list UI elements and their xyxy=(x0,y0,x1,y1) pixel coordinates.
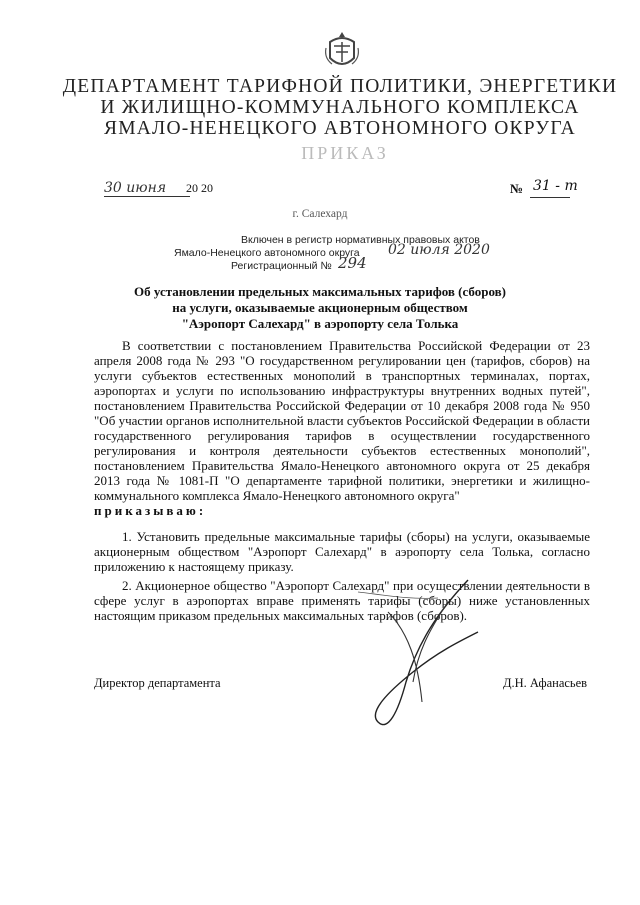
department-name-line1: ДЕПАРТАМЕНТ ТАРИФНОЙ ПОЛИТИКИ, ЭНЕРГЕТИКИ xyxy=(62,76,618,97)
order-number-handwritten: 31 - т xyxy=(533,178,578,194)
registration-date-handwritten: 02 июля 2020 xyxy=(388,242,490,258)
order-item-2: 2. Акционерное общество "Аэропорт Салехард" при осуществлении деятельности в сфере услуг в аэропортах вправе применять тарифы (сборы) ниже установленных настоящим приказом предельных максимальных тарифов (сборов). xyxy=(94,578,590,623)
department-name-line3: ЯМАЛО-НЕНЕЦКОГО АВТОНОМНОГО ОКРУГА xyxy=(104,118,576,139)
document-type: ПРИКАЗ xyxy=(301,143,389,163)
signatory-position: Директор департамента xyxy=(94,676,221,690)
order-title-line1: Об установлении предельных максимальных тарифов (сборов) xyxy=(134,284,506,299)
order-item-1: 1. Установить предельные максимальные тарифы (сборы) на услуги, оказываемые акционерным обществом "Аэропорт Салехард" в аэропорту села Толька, согласно приложению к настоящему приказу. xyxy=(94,529,590,574)
registration-number-handwritten: 294 xyxy=(338,254,367,272)
date-underline xyxy=(104,196,190,197)
coat-of-arms-emblem xyxy=(322,28,362,72)
department-name-line2: И ЖИЛИЩНО-КОММУНАЛЬНОГО КОМПЛЕКСА xyxy=(100,97,580,118)
handwritten-signature xyxy=(318,572,498,742)
order-year: 20 20 xyxy=(186,181,213,195)
order-title-line3: "Аэропорт Салехард" в аэропорту села Толька xyxy=(181,316,459,331)
order-title-line2: на услуги, оказываемые акционерным обществом xyxy=(172,300,468,315)
signatory-name: Д.Н. Афанасьев xyxy=(503,676,588,690)
city: г. Салехард xyxy=(292,208,348,220)
number-underline xyxy=(530,197,570,198)
order-date-handwritten: 30 июня xyxy=(104,180,167,196)
order-directive: приказываю: xyxy=(94,503,207,518)
preamble-paragraph: В соответствии с постановлением Правительства Российской Федерации от 23 апреля 2008 года № 293 "О государственном регулировании цен (тарифов, сборов) на услуги субъектов естественных монополий в транспортных терминалах, портах, аэропортах и услуги по использованию инфраструктуры внутренних водных путей", постановлением Правительства Российской Федерации от 10 декабря 2008 года № 950 "Об участии органов исполнительной власти субъектов Российской Федерации в области государственного регулирования тарифов в осуществлении государственного регулирования и контроля деятельности субъектов естественных монополий", постановлением Правительства Ямало-Ненецкого автономного округа от 25 декабря 2013 года № 1081-П "О департаменте тарифной политики, энергетики и жилищно-коммунального комплекса Ямало-Ненецкого автономного округа" xyxy=(94,338,590,503)
registration-number-label: Регистрационный № xyxy=(231,260,332,272)
order-number-label: № xyxy=(510,181,524,196)
registration-line2: Ямало-Ненецкого автономного округа xyxy=(174,247,360,259)
registration-line1: Включен в регистр нормативных правовых актов xyxy=(241,234,480,246)
